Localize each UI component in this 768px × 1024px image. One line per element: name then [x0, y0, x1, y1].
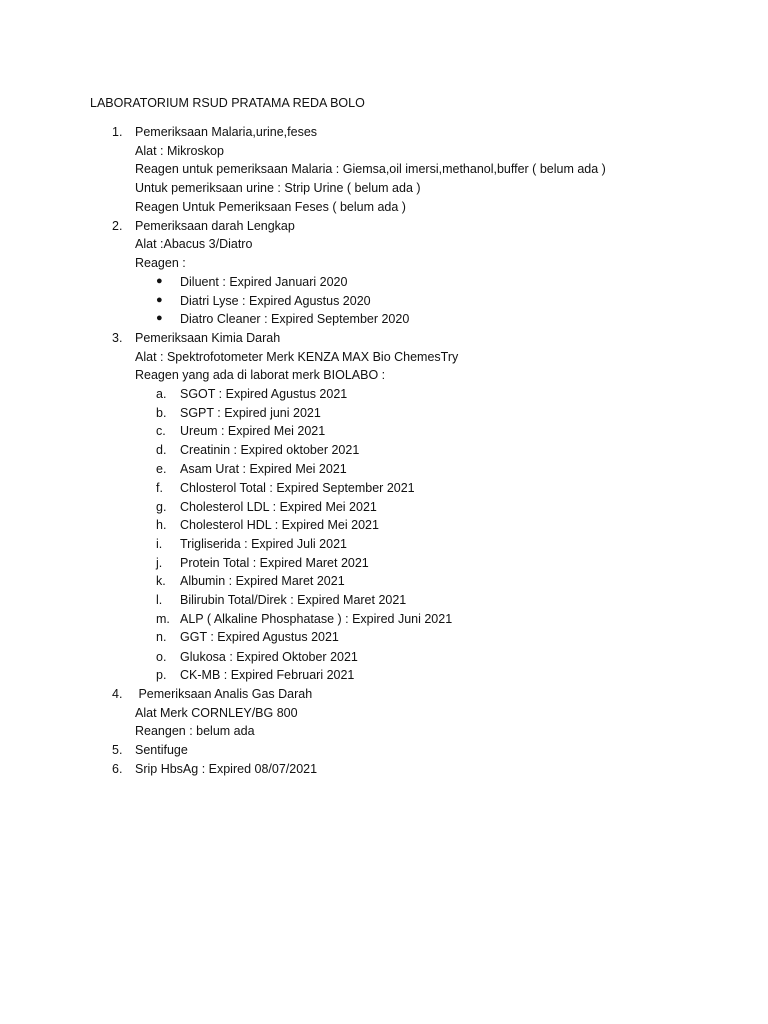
- bullet-item: Diatri Lyse : Expired Agustus 2020: [180, 294, 371, 308]
- section-4-line: Alat Merk CORNLEY/BG 800: [135, 706, 298, 720]
- list-marker: k.: [156, 574, 166, 588]
- list-marker: i.: [156, 537, 163, 551]
- section-4-line: Reangen : belum ada: [135, 724, 255, 738]
- list-item: Cholesterol HDL : Expired Mei 2021: [180, 518, 379, 532]
- section-2-line: Reagen :: [135, 256, 186, 270]
- list-marker: o.: [156, 650, 167, 664]
- list-marker: d.: [156, 443, 167, 457]
- bullet-icon: ●: [156, 275, 163, 287]
- list-marker: f.: [156, 481, 163, 495]
- list-item: Bilirubin Total/Direk : Expired Maret 2021: [180, 593, 407, 607]
- list-item: Albumin : Expired Maret 2021: [180, 574, 345, 588]
- list-marker: h.: [156, 518, 167, 532]
- list-item: GGT : Expired Agustus 2021: [180, 630, 339, 644]
- list-marker: j.: [156, 556, 163, 570]
- list-marker: e.: [156, 462, 167, 476]
- section-5-heading: Sentifuge: [135, 743, 188, 757]
- list-item: Glukosa : Expired Oktober 2021: [180, 650, 358, 664]
- list-item: SGPT : Expired juni 2021: [180, 406, 321, 420]
- list-marker: p.: [156, 668, 167, 682]
- section-3-number: 3.: [112, 331, 123, 345]
- list-item: SGOT : Expired Agustus 2021: [180, 387, 348, 401]
- bullet-item: Diatro Cleaner : Expired September 2020: [180, 312, 410, 326]
- section-2-heading: Pemeriksaan darah Lengkap: [135, 219, 295, 233]
- list-item: Trigliserida : Expired Juli 2021: [180, 537, 347, 551]
- list-marker: c.: [156, 424, 166, 438]
- list-item: Asam Urat : Expired Mei 2021: [180, 462, 347, 476]
- list-item: CK-MB : Expired Februari 2021: [180, 668, 355, 682]
- section-1-line: Reagen Untuk Pemeriksaan Feses ( belum ada ): [135, 200, 406, 214]
- section-1-line: Reagen untuk pemeriksaan Malaria : Giemsa,oil imersi,methanol,buffer ( belum ada ): [135, 162, 606, 176]
- list-item: Chlosterol Total : Expired September 2021: [180, 481, 415, 495]
- section-2-number: 2.: [112, 219, 123, 233]
- section-4-number: 4.: [112, 687, 123, 701]
- list-marker: a.: [156, 387, 167, 401]
- section-1-line: Untuk pemeriksaan urine : Strip Urine ( belum ada ): [135, 181, 421, 195]
- section-6-heading: Srip HbsAg : Expired 08/07/2021: [135, 762, 318, 776]
- section-1-heading: Pemeriksaan Malaria,urine,feses: [135, 125, 318, 139]
- list-marker: b.: [156, 406, 167, 420]
- list-item: Cholesterol LDL : Expired Mei 2021: [180, 500, 377, 514]
- section-4-heading: Pemeriksaan Analis Gas Darah: [135, 687, 313, 701]
- list-item: ALP ( Alkaline Phosphatase ) : Expired Juni 2021: [180, 612, 453, 626]
- list-marker: m.: [156, 612, 170, 626]
- section-3-heading: Pemeriksaan Kimia Darah: [135, 331, 281, 345]
- section-1-number: 1.: [112, 125, 123, 139]
- section-5-number: 5.: [112, 743, 123, 757]
- section-2-line: Alat :Abacus 3/Diatro: [135, 237, 253, 251]
- list-item: Ureum : Expired Mei 2021: [180, 424, 326, 438]
- list-marker: g.: [156, 500, 167, 514]
- list-marker: n.: [156, 630, 167, 644]
- section-3-line: Reagen yang ada di laborat merk BIOLABO :: [135, 368, 386, 382]
- section-1-line: Alat : Mikroskop: [135, 144, 224, 158]
- section-3-line: Alat : Spektrofotometer Merk KENZA MAX Bio ChemesTry: [135, 350, 459, 364]
- bullet-item: Diluent : Expired Januari 2020: [180, 275, 348, 289]
- list-item: Creatinin : Expired oktober 2021: [180, 443, 360, 457]
- bullet-icon: ●: [156, 312, 163, 324]
- list-marker: l.: [156, 593, 163, 607]
- document-title: LABORATORIUM RSUD PRATAMA REDA BOLO: [90, 96, 365, 110]
- bullet-icon: ●: [156, 294, 163, 306]
- section-6-number: 6.: [112, 762, 123, 776]
- list-item: Protein Total : Expired Maret 2021: [180, 556, 369, 570]
